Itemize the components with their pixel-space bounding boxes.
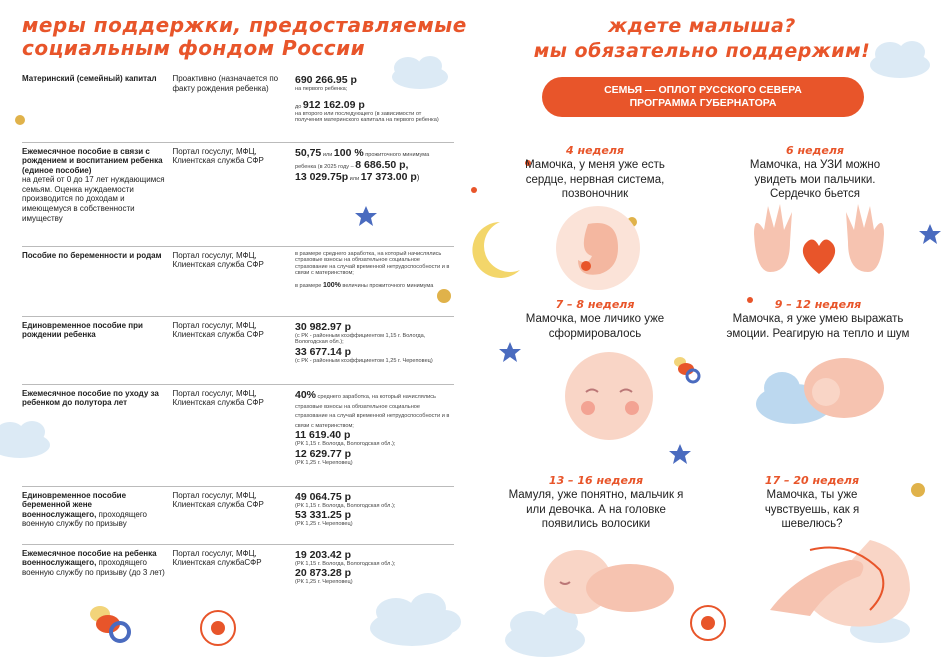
region-logo [690,605,726,641]
benefit-name: Ежемесячное пособие по уходу за ребенком до полутора лет [22,384,172,486]
amount: 912 162.09 р [302,98,365,111]
baby-cloud-illustration [754,352,894,432]
moon-icon [472,222,520,278]
stage-text: Мамочка, ты уже чувствуешь, как я шевелюсь? [764,489,860,530]
stage-card [510,144,680,202]
table-row [22,486,454,544]
benefit-description: проходящего военную службу по призыву [22,509,148,529]
stage-card [732,144,898,202]
stage-card [520,298,670,341]
table-row [22,384,454,486]
stage-text: Мамочка, мое личико уже сформировалось [525,313,665,340]
benefit-amount [295,70,454,142]
benefit-channel: Портал госуслуг, МФЦ, Клиентская служба СФР [172,246,295,316]
benefit-amount: 50,75 или 100 % прожиточного минимума ребенка (в 2025 году – 8 686.50 р, 13 029.75р или 17 373.00 р) [295,142,454,246]
banner-line: ПРОГРАММА ГУБЕРНАТОРА [629,97,777,109]
region-logo [200,610,236,646]
benefit-amount: 19 203.42 р (РК 1,15 г. Вологда, Вологодская обл.); 20 873.28 р (РК 1,25 г. Череповец) [294,548,396,586]
star-icon [919,224,941,244]
stage-card [502,474,690,532]
baby-sleeping-illustration [520,544,680,620]
benefit-amount: 30 982.97 р (с РК - районным коэффициентом 1,15 г. Вологда, Вологодская обл.); 33 677.14 р (с РК - районным коэффициентом 1,25 г. Череповец) [295,316,454,384]
stage-text: Мамочка, на УЗИ можно увидеть мои пальчики. Сердечко бьется [749,159,881,200]
table-row [22,70,454,142]
star-icon [499,342,521,362]
banner-line: СЕМЬЯ — ОПЛОТ РУССКОГО СЕВЕРА [604,84,802,96]
amount-note: на второго или последующего (в зависимости от получения материнского капитала на первого ребенка) [294,110,439,124]
benefits-table [22,70,454,590]
hands-heart-illustration [744,204,894,290]
stage-text: Мамуля, уже понятно, мальчик я или девочка. А на головке появились волосики [508,489,684,530]
benefit-channel: Портал госуслуг, МФЦ, Клиентская служба СФР [172,384,295,486]
stage-week: 13 – 16 неделя [548,474,644,487]
stage-text: Мамочка, я уже умею выражать эмоции. Реагирую на тепло и шум [726,313,910,340]
table-row [22,142,454,246]
amount-note: на первого ребенка; [294,86,348,92]
amount-prefix: до [294,103,303,110]
stage-week: 9 – 12 неделя [774,298,862,311]
title-line: социальным фондом России [22,36,366,60]
benefit-channel: Портал госуслуг, МФЦ, Клиентская служба СФР [172,316,295,384]
embryo-illustration [548,204,648,292]
benefit-name: Материнский (семейный) капитал [22,70,172,142]
title-line: мы обязательно поддержим! [533,40,871,62]
benefit-name: Ежемесячное пособие в связи с рождением и воспитанием ребенка (единое пособие) на детей от 0 до 17 лет нуждающимся семьям. Оценка нуждаемости производится по доходам и имеющемуся в собственности имуществу [22,142,172,246]
table-row [22,246,454,316]
stage-text: Мамочка, у меня уже есть сердце, нервная система, позвоночник [525,159,665,200]
program-banner [542,77,864,117]
stage-week: 7 – 8 неделя [555,298,635,311]
benefit-name: Ежемесячное пособие на ребенка военнослужащего, проходящего военную службу по призыву (до 3 лет) [22,548,165,577]
benefit-channel: Проактивно (назначается по факту рождения ребенка) [172,70,295,142]
benefit-amount: 49 064.75 р (РК 1,15 г. Вологда, Вологодская обл.); 53 331.25 р (РК 1,25 г. Череповец) [295,486,454,544]
stage-week: 17 – 20 неделя [764,474,860,487]
title-line: ждете малыша? [608,15,796,37]
baby-face-illustration [554,346,664,442]
benefit-channel: Портал госуслуг, МФЦ, Клиентская службаСФР [172,548,262,568]
title-line: меры поддержки, предоставляемые [22,13,467,37]
benefit-description: проходящего военную службу по призыву (до 3 лет) [22,558,165,577]
benefit-name: Пособие по беременности и родам [22,246,172,316]
stage-card [718,298,918,341]
hands-belly-illustration [750,530,920,630]
stage-week: 4 неделя [565,144,624,157]
table-row [22,544,454,590]
page-title-right [492,14,912,64]
pacifier-icon [668,352,702,386]
pacifier-icon [78,596,138,646]
benefit-name: Единовременное пособие при рождении ребенка [22,316,172,384]
benefit-channel: Портал госуслуг, МФЦ, Клиентская служба СФР [172,142,295,246]
benefit-description: на детей от 0 до 17 лет нуждающимся семьям. Оценка нуждаемости производится по доходам и имеющемуся в собственности имуществу [22,175,165,223]
stage-card [742,474,882,532]
benefit-amount: в размере среднего заработка, на который начислялись страховые взносы на обязательное социальное страхование на случай временной нетрудоспособности и в связи с материнством; в размере 100% величины прожиточного минимума [295,246,454,316]
benefit-name: Единовременное пособие беременной жене военнослужащего, проходящего военную службу по призыву [22,486,172,544]
stage-week: 6 неделя [785,144,844,157]
benefit-channel: Портал госуслуг, МФЦ, Клиентская служба СФР [172,486,295,544]
benefit-amount: 40% среднего заработка, на который начислялись страховые взносы на обязательное социальное страхование на случай временной нетрудоспособности и в связи с материнством; 11 619.40 р (РК 1,15 г. Вологда, Вологодская обл.); 12 629.77 р (РК 1,25 г. Череповец) [295,384,454,486]
table-row [22,316,454,384]
dot-icon [471,187,477,193]
page-title-left [22,14,467,60]
cloud-icon [370,593,461,646]
dot-icon [911,483,925,497]
amount: 690 266.95 р [294,74,357,86]
star-icon [669,444,691,464]
